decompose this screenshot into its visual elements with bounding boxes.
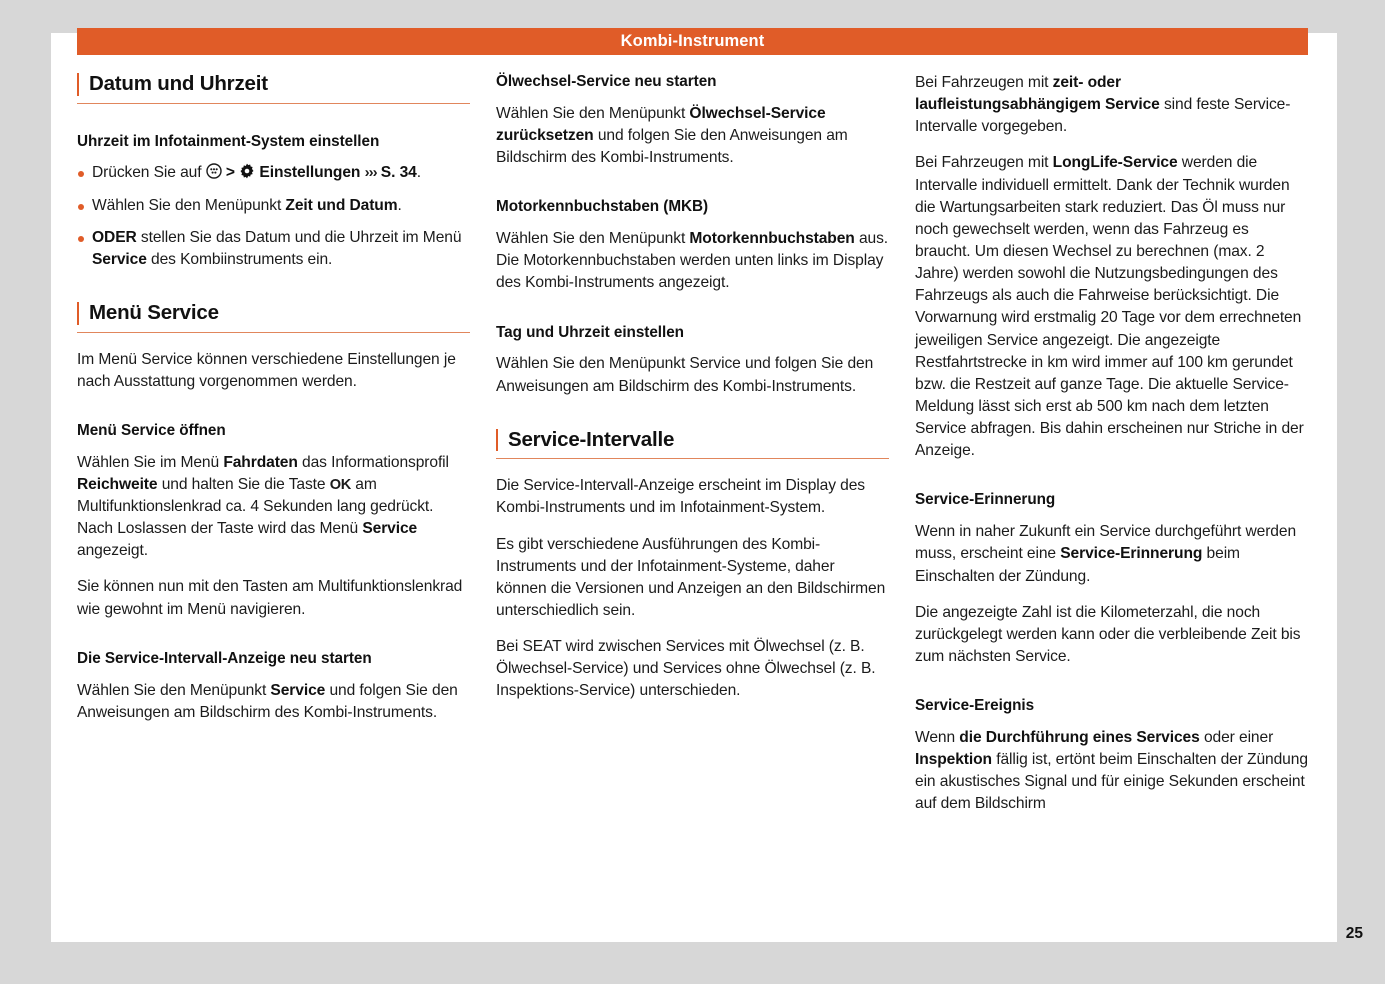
emphasis-text: ODER [92, 228, 137, 246]
running-header-bar [77, 28, 1308, 55]
text-run: werden die Intervalle individuell ermittelt. Dank der Technik wurden die Wartungsarbeiten stark reduziert. Das Öl muss nur noch gewechselt werden, wenn das Fahrzeug es braucht. Um diesen Wechsel zu berechnen (max. 2 Jahre) werden sowohl die Nutzungsbedingungen des Fahrzeugs als auch die Fahrweise berücksichtigt. Die Vorwarnung wird erstmalig 20 Tage vor dem errechneten jeweiligen Service angezeigt. Die angezeigte Restfahrtstrecke in km wird immer auf 100 km gerundet bzw. die Restzeit auf ganze Tage. Die aktuelle Service-Meldung lässt sich erst ab 500 km nach dem letzten Service abfragen. Bis dahin erscheinen nur Striche in der Anzeige. [915, 154, 1304, 460]
paragraph-motorkennbuchstaben [496, 228, 889, 294]
text-run: und halten Sie die Taste [157, 475, 330, 493]
sub-heading-uhrzeit-infotainment: Uhrzeit im Infotainment-System einstellen [77, 132, 380, 150]
paragraph-longlife-service [915, 152, 1308, 462]
text-run: . [397, 196, 402, 214]
paragraph-navigieren-multifunktionslenkrad [77, 576, 470, 620]
paragraph-service-intervall-anzeige-neu-starten [77, 680, 470, 724]
emphasis-text: S. 34 [376, 164, 417, 182]
emphasis-text: Service [270, 681, 326, 699]
text-run: Bei Fahrzeugen mit [915, 74, 1053, 91]
text-run: und folgen Sie den Anweisungen am Bildschirm des Kombi-Instruments. [496, 127, 848, 167]
text-run: Wählen Sie im Menü [77, 453, 224, 471]
apps-grid-icon [206, 163, 222, 179]
text-run: Es gibt verschiedene Ausführungen des Kombi-Instruments und der Infotainment-Systeme, daher können die Versionen und Anzeigen an den Bildschirmen unterschiedlich sein. [496, 535, 886, 620]
paragraph-tag-und-uhrzeit-einstellen [496, 353, 889, 397]
text-run: oder einer [1199, 728, 1274, 746]
text-run: Wählen Sie den Menüpunkt [77, 681, 271, 699]
emphasis-text: Motorkennbuchstaben [689, 230, 855, 248]
section-heading-datum-und-uhrzeit: Datum und Uhrzeit [77, 72, 470, 104]
sub-heading-service-intervall-anzeige-neu-starten: Die Service-Intervall-Anzeige neu starten [77, 649, 372, 667]
text-run: am Multifunktionslenkrad ca. 4 Sekunden lang gedrückt. Nach Loslassen der Taste wird das Menü [77, 475, 434, 538]
text-run: Die angezeigte Zahl ist die Kilometerzahl, die noch zurückgelegt werden kann oder die verbleibende Zeit bis zum nächsten Service. [915, 603, 1301, 665]
emphasis-text: Einstellungen [255, 164, 365, 182]
section-heading-service-intervalle: Service-Intervalle [496, 428, 889, 460]
emphasis-text: Reichweite [77, 475, 158, 493]
emphasis-text: Service-Erinnerung [1060, 545, 1203, 563]
bullet-waehlen-sie-zeit-und-datum [77, 195, 470, 217]
paragraph-seat-services-mit-ohne-oelwechsel [496, 636, 889, 702]
text-run: Bei SEAT wird zwischen Services mit Ölwechsel (z. B. Ölwechsel-Service) und Services ohne Ölwechsel (z. B. Inspektions-Service) unterschieden. [496, 638, 876, 700]
text-run: fällig ist, ertönt beim Einschalten der Zündung ein akustisches Signal und für einige Sekunden erscheint auf dem Bildschirm [915, 751, 1308, 813]
text-run: Bei Fahrzeugen mit [915, 154, 1053, 172]
column-3 [915, 72, 1308, 816]
bullet-druecken-sie-auf-einstellungen [77, 162, 470, 184]
sub-heading-service-ereignis: Service-Ereignis [915, 697, 1035, 715]
emphasis-text: Fahrdaten [223, 453, 298, 471]
ok-key-label: OK [329, 476, 352, 493]
emphasis-text: Zeit und Datum [285, 196, 398, 214]
text-run: stellen Sie das Datum und die Uhrzeit im Menü [136, 228, 462, 246]
text-run: Wenn in naher Zukunft ein Service durchgeführt werden muss, erscheint eine [915, 523, 1297, 563]
bullet-oder-datum-uhrzeit-service [77, 227, 470, 271]
emphasis-text: Inspektion [915, 751, 992, 769]
gear-icon [239, 163, 255, 179]
emphasis-text: > [225, 164, 235, 182]
text-run: Drücken Sie auf [92, 164, 206, 182]
paragraph-menue-service-einstellungen [77, 349, 470, 393]
sub-heading-motorkennbuchstaben-mkb: Motorkennbuchstaben (MKB) [496, 198, 709, 216]
paragraph-service-erinnerung-zuendung [915, 521, 1308, 587]
text-run: angezeigt. [77, 542, 148, 560]
paragraph-service-ereignis-akustisches-signal [915, 727, 1308, 816]
text-run: Wählen Sie den Menüpunkt Service und folgen Sie den Anweisungen am Bildschirm des Kombi-Instruments. [496, 355, 874, 395]
text-run: Wählen Sie den Menüpunkt [496, 230, 690, 248]
paragraph-ausfuehrungen-kombi-instrumente [496, 534, 889, 623]
text-run: sind feste Service-Intervalle vorgegeben. [915, 96, 1291, 136]
sub-heading-service-erinnerung: Service-Erinnerung [915, 491, 1056, 509]
text-run: aus. Die Motorkennbuchstaben werden unten links im Display des Kombi-Instruments angezeigt. [496, 230, 889, 292]
paragraph-zeit-oder-laufleistungsabhaengiger-service [915, 72, 1308, 138]
text-run: das Informationsprofil [297, 453, 449, 471]
text-run: Wählen Sie den Menüpunkt [496, 104, 690, 122]
paragraph-menue-service-oeffnen-anleitung [77, 452, 470, 563]
paragraph-angezeigte-zahl-kilometerzahl [915, 602, 1308, 668]
sub-heading-oelwechsel-service-neu-starten: Ölwechsel-Service neu starten [496, 73, 717, 90]
text-run: Die Service-Intervall-Anzeige erscheint im Display des Kombi-Instruments und im Infotainment-System. [496, 477, 865, 517]
emphasis-text: die Durchführung eines Services [959, 728, 1200, 746]
bullet-list [77, 162, 470, 271]
emphasis-text: Service [362, 520, 418, 538]
text-run: Wenn [915, 728, 960, 746]
paragraph-oelwechsel-service-zuruecksetzen [496, 103, 889, 169]
column-2 [496, 72, 889, 703]
page-number: 25 [1345, 925, 1363, 942]
text-run: Im Menü Service können verschiedene Einstellungen je nach Ausstattung vorgenommen werden. [77, 350, 456, 390]
cross-reference-chevrons-icon[interactable]: ››› [364, 164, 377, 182]
paragraph-service-intervall-anzeige-display [496, 475, 889, 519]
text-run: . [416, 164, 421, 182]
text-run: und folgen Sie den Anweisungen am Bildschirm des Kombi-Instruments. [77, 681, 458, 721]
text-run: Sie können nun mit den Tasten am Multifunktionslenkrad wie gewohnt im Menü navigieren. [77, 578, 463, 618]
column-1 [77, 72, 470, 724]
sub-heading-tag-und-uhrzeit-einstellen: Tag und Uhrzeit einstellen [496, 323, 684, 341]
text-run: des Kombiinstruments ein. [146, 250, 333, 268]
text-run: beim Einschalten der Zündung. [915, 545, 1240, 585]
emphasis-text: zeit- oder laufleistungsabhängigem Service [915, 74, 1160, 114]
emphasis-text: LongLife-Service [1052, 154, 1178, 172]
text-run: Wählen Sie den Menüpunkt [92, 196, 286, 214]
emphasis-text: Service [92, 250, 147, 268]
text-columns [77, 72, 1308, 917]
sub-heading-menue-service-oeffnen: Menü Service öffnen [77, 421, 226, 439]
running-header-title: Kombi-Instrument [620, 32, 765, 50]
section-heading-menue-service: Menü Service [77, 301, 470, 333]
emphasis-text: Ölwechsel-Service zurücksetzen [496, 104, 826, 145]
